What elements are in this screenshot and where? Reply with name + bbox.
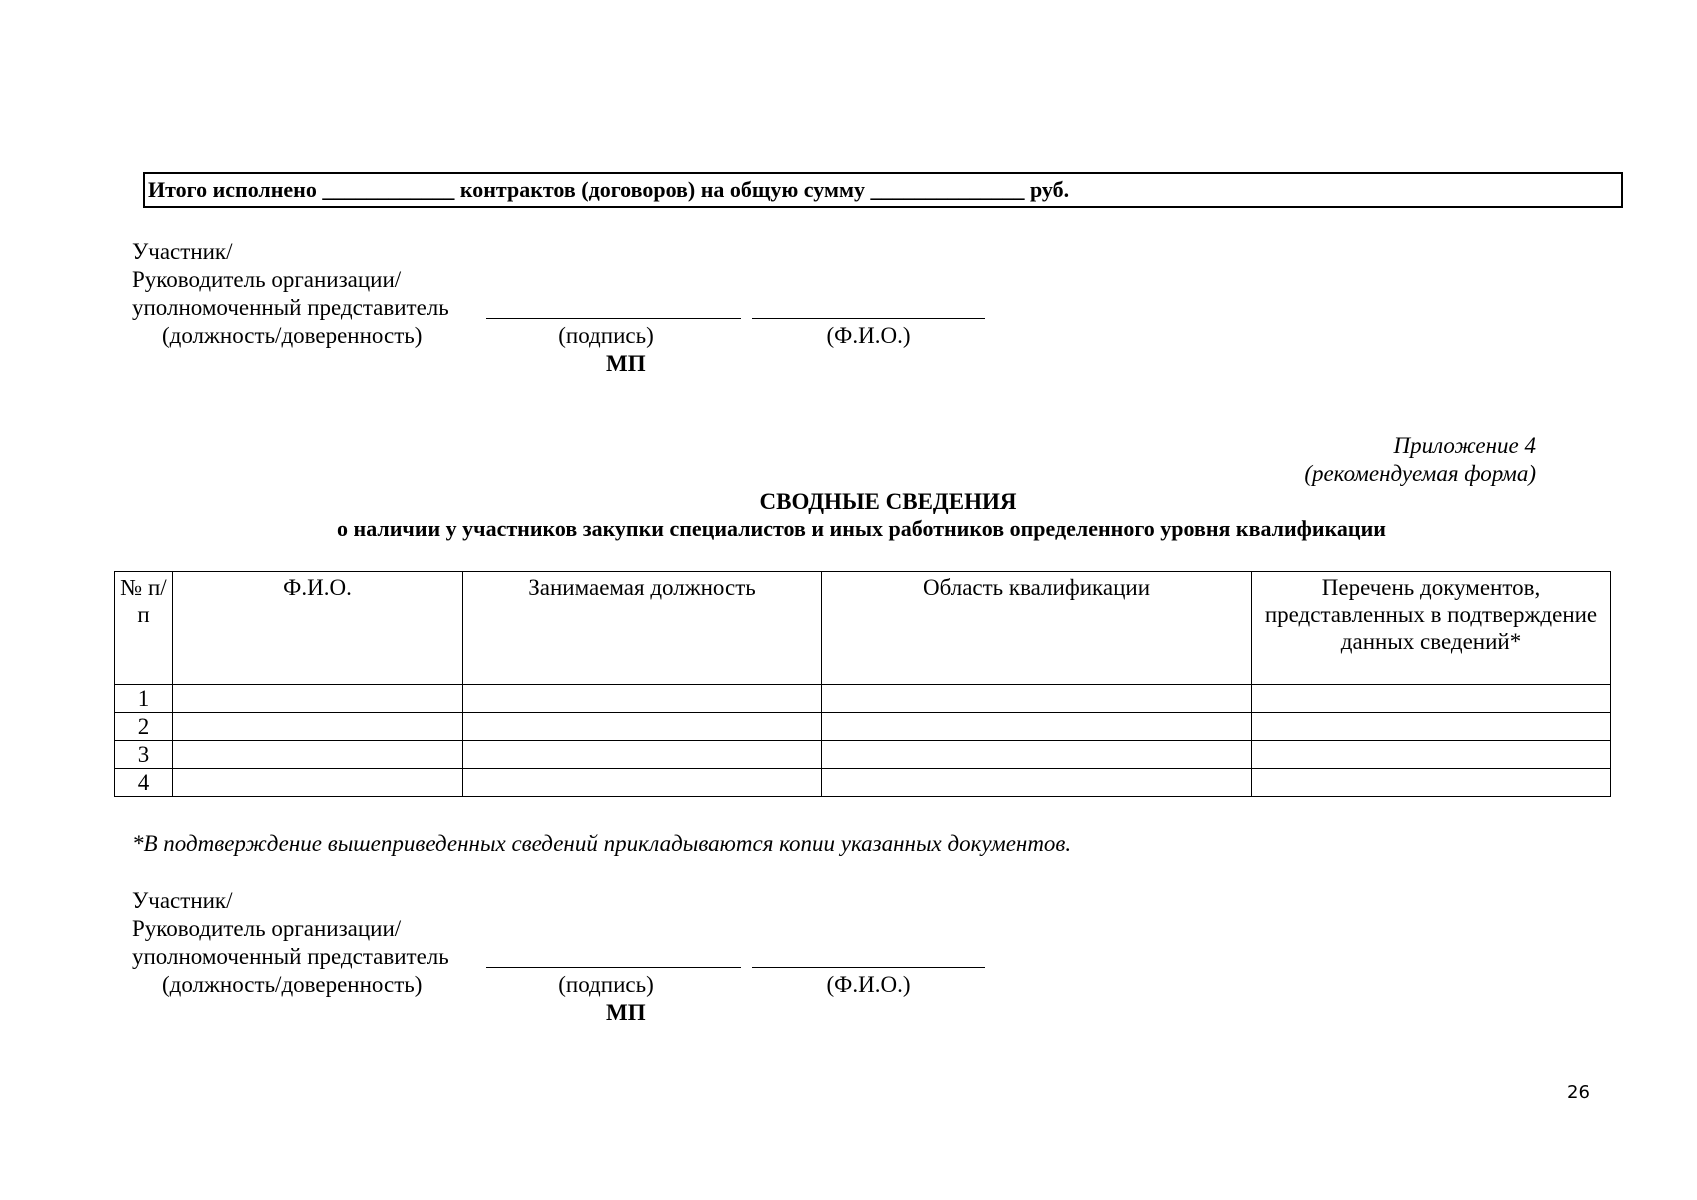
signature-caption: (подпись) — [558, 972, 654, 997]
column-header-position: Занимаемая должность — [463, 572, 822, 685]
row-number-cell: 2 — [115, 713, 173, 741]
signature-caption: (подпись) — [558, 323, 654, 348]
column-header-full-name: Ф.И.О. — [173, 572, 463, 685]
head-of-organization-label: Руководитель организации/ — [132, 267, 402, 292]
name-line — [752, 318, 985, 319]
document-subtitle: о наличии у участников закупки специалистов и иных работников определенного уровня квалификации — [337, 516, 1386, 541]
table-cell — [822, 685, 1252, 713]
table-cell — [1252, 769, 1611, 797]
row-number-cell: 1 — [115, 685, 173, 713]
total-label-mid: контрактов (договоров) на общую сумму — [459, 177, 865, 202]
column-header-documents: Перечень документов, представленных в подтверждение данных сведений* — [1252, 572, 1611, 685]
table-cell — [1252, 741, 1611, 769]
contracts-count-blank: ____________ — [322, 177, 455, 202]
table-cell — [822, 713, 1252, 741]
specialists-table — [114, 571, 1611, 797]
table-cell — [173, 741, 463, 769]
column-header-qualification: Область квалификации — [822, 572, 1252, 685]
head-of-organization-label: Руководитель организации/ — [132, 916, 402, 941]
authorized-representative-label: уполномоченный представитель — [132, 295, 449, 320]
table-cell — [463, 769, 822, 797]
name-caption: (Ф.И.О.) — [826, 972, 911, 997]
total-label-start: Итого исполнено — [148, 177, 317, 202]
participant-label: Участник/ — [132, 239, 233, 264]
total-executed-row — [143, 172, 1623, 208]
position-label: (должность/доверенность) — [162, 323, 423, 348]
table-cell — [822, 769, 1252, 797]
footnote: *В подтверждение вышеприведенных сведений прикладываются копии указанных документов. — [132, 831, 1072, 856]
participant-label: Участник/ — [132, 888, 233, 913]
table-row — [115, 685, 1611, 713]
total-label-end: руб. — [1029, 177, 1070, 202]
table-cell — [173, 769, 463, 797]
table-cell — [463, 741, 822, 769]
sum-blank: ______________ — [870, 177, 1025, 202]
column-header-number: № п/п — [115, 572, 173, 685]
document-title: СВОДНЫЕ СВЕДЕНИЯ — [759, 489, 1017, 514]
table-cell — [463, 685, 822, 713]
table-row — [115, 713, 1611, 741]
position-label: (должность/доверенность) — [162, 972, 423, 997]
signature-line — [486, 318, 741, 319]
table-header-row — [115, 572, 1611, 685]
recommended-form-note: (рекомендуемая форма) — [1304, 461, 1536, 486]
appendix-number: Приложение 4 — [1393, 433, 1536, 458]
authorized-representative-label: уполномоченный представитель — [132, 944, 449, 969]
signature-line — [486, 967, 741, 968]
table-cell — [173, 713, 463, 741]
table-cell — [1252, 713, 1611, 741]
table-cell — [463, 713, 822, 741]
table-row — [115, 741, 1611, 769]
name-caption: (Ф.И.О.) — [826, 323, 911, 348]
page-number: 26 — [1567, 1082, 1590, 1103]
table-cell — [822, 741, 1252, 769]
table-cell — [173, 685, 463, 713]
stamp-label: МП — [606, 351, 646, 376]
row-number-cell: 4 — [115, 769, 173, 797]
table-cell — [1252, 685, 1611, 713]
stamp-label: МП — [606, 1000, 646, 1025]
name-line — [752, 967, 985, 968]
table-row — [115, 769, 1611, 797]
row-number-cell: 3 — [115, 741, 173, 769]
